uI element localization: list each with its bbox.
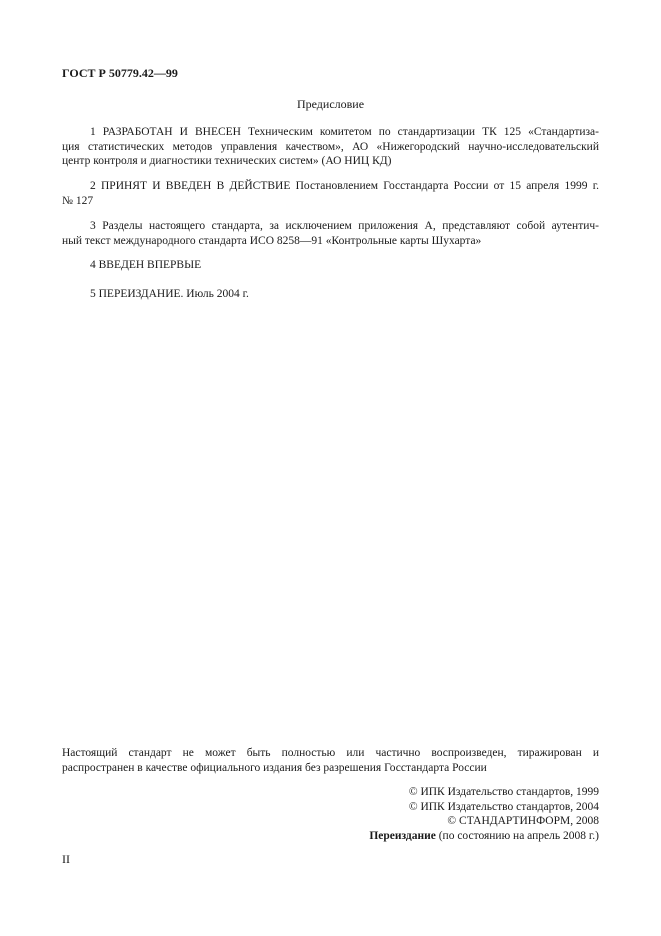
paragraph-1-line-1: 1 РАЗРАБОТАН И ВНЕСЕН Техническим комитетом по стандартизации ТК 125 «Стандартиза- — [90, 126, 599, 138]
reissue-line — [369, 829, 599, 844]
paragraph-5 — [62, 287, 599, 302]
copyright-line-1: © ИПК Издательство стандартов, 1999 — [408, 786, 599, 798]
page-title: Предисловие — [296, 97, 365, 111]
paragraph-4-line: 4 ВВЕДЕН ВПЕРВЫЕ — [90, 259, 202, 271]
paragraph-2-line-1: 2 ПРИНЯТ И ВВЕДЕН В ДЕЙСТВИЕ Постановлением Госстандарта России от 15 апреля 1999 г. — [90, 180, 599, 192]
reproduction-notice — [62, 746, 599, 775]
paragraph-4 — [62, 258, 599, 273]
copyright-block — [369, 785, 599, 843]
notice-line-1: Настоящий стандарт не может быть полностью или частично воспроизведен, тиражирован и — [62, 747, 599, 759]
reissue-date: (по состоянию на апрель 2008 г.) — [435, 829, 599, 842]
paragraph-1-line-3: центр контроля и диагностики технических систем» (АО НИЦ КД) — [62, 155, 392, 167]
paragraph-5-line: 5 ПЕРЕИЗДАНИЕ. Июль 2004 г. — [90, 288, 249, 300]
paragraph-1-line-2: ция статистических методов управления качеством», АО «Нижегородский научно-исследовательский — [62, 140, 599, 153]
standard-code: ГОСТ Р 50779.42—99 — [62, 66, 178, 80]
paragraph-3 — [62, 219, 599, 248]
paragraph-1 — [62, 125, 599, 169]
paragraph-3-line-1: 3 Разделы настоящего стандарта, за исключением приложения А, представляют собой аутентич- — [90, 220, 599, 232]
paragraph-3-line-2: ный текст международного стандарта ИСО 8258—91 «Контрольные карты Шухарта» — [62, 234, 482, 247]
paragraph-2-line-2: № 127 — [62, 194, 94, 207]
copyright-line-2: © ИПК Издательство стандартов, 2004 — [408, 800, 599, 813]
copyright-line-3: © СТАНДАРТИНФОРМ, 2008 — [447, 815, 599, 827]
notice-line-2: распространен в качестве официального издания без разрешения Госстандарта России — [62, 761, 487, 774]
paragraph-2 — [62, 179, 599, 208]
page-number: II — [62, 852, 70, 866]
reissue-label: Переиздание — [369, 829, 436, 842]
